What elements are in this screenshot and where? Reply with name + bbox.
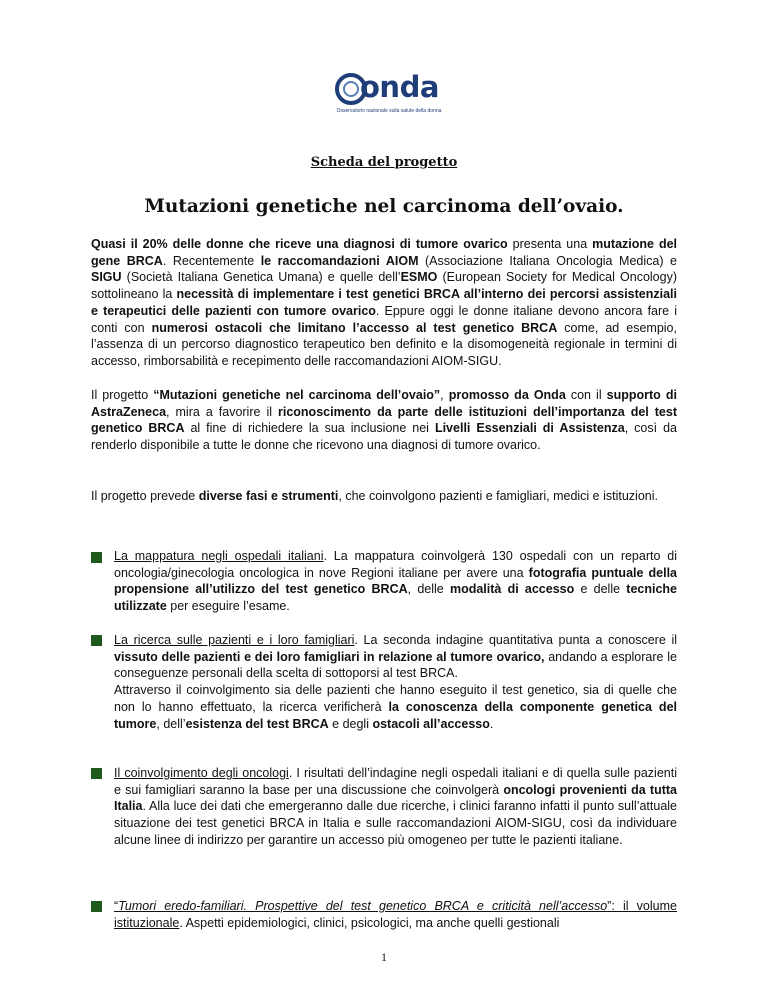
text-run: le raccomandazioni AIOM bbox=[260, 253, 419, 268]
bullet-mappatura bbox=[114, 548, 677, 615]
text-run: oncologi provenienti da tutta Italia bbox=[114, 782, 677, 814]
text-run: , mira a favorire il bbox=[166, 404, 278, 419]
bullet-square-icon bbox=[91, 901, 102, 912]
text-run: al fine di richiedere la sua inclusione nei bbox=[184, 421, 435, 436]
text-run: Tumori eredo-familiari. Prospettive del test genetico BRCA e criticità nell’accesso bbox=[118, 899, 608, 913]
text-run: ”: il volume istituzionale bbox=[114, 899, 677, 930]
text-run: Quasi il 20% delle donne che riceve una diagnosi di tumore ovarico bbox=[91, 237, 508, 251]
bullet-volume bbox=[114, 898, 677, 931]
text-run: ESMO bbox=[400, 270, 438, 285]
logo-tagline: Osservatorio nazionale sulla salute della donna bbox=[336, 108, 442, 114]
page-number: 1 bbox=[381, 950, 387, 964]
text-run: . Alla luce dei dati che emergeranno dalle due ricerche, i clinici faranno infatti il punto sull’attuale situazione dei test genetici BRCA in Italia e sulle raccomandazioni AIOM-SIGU, così da individuare alcune linee di indirizzo per garantire un accesso più omogeneo per tutte le pazienti italiane. bbox=[114, 799, 677, 847]
text-run: fotografia puntuale della propensione all’utilizzo del test genetico BRCA bbox=[114, 565, 677, 597]
bullet-oncologi bbox=[114, 765, 677, 849]
document-title: Mutazioni genetiche nel carcinoma dell’ovaio. bbox=[144, 196, 624, 217]
text-run: (Associazione Italiana Oncologia Medica) e bbox=[418, 253, 678, 268]
text-run: numerosi ostacoli che limitano l’accesso al test genetico BRCA bbox=[151, 320, 558, 335]
text-run: tecniche utilizzate bbox=[114, 582, 677, 614]
text-run: ostacoli all’accesso bbox=[372, 716, 490, 731]
text-run: . bbox=[489, 716, 494, 731]
project-paragraph bbox=[91, 387, 677, 454]
text-run: supporto di AstraZeneca bbox=[91, 388, 677, 419]
text-run: Livelli Essenziali di Assistenza bbox=[434, 421, 625, 436]
text-run: con il bbox=[565, 388, 607, 402]
text-run: . La mappatura coinvolgerà 130 ospedali con un reparto di oncologia/ginecologia oncologica in nove Regioni italiane per avere una bbox=[114, 549, 678, 580]
text-run: la conoscenza della componente genetica del tumore bbox=[114, 699, 677, 731]
text-run: vissuto delle pazienti e dei loro famigliari in relazione al tumore ovarico, bbox=[114, 649, 545, 664]
text-run: (European Society for Medical Oncology) sottolineano la bbox=[91, 270, 677, 302]
text-run: e degli bbox=[328, 716, 373, 731]
text-run: esistenza del test BRCA bbox=[185, 716, 329, 731]
text-run: modalità di accesso bbox=[449, 582, 575, 597]
text-run: diverse fasi e strumenti bbox=[198, 489, 339, 503]
text-run: Il progetto prevede bbox=[91, 489, 199, 503]
text-run: , dell’ bbox=[156, 716, 186, 731]
text-run: e delle bbox=[574, 582, 627, 597]
text-run: . Recentemente bbox=[162, 253, 261, 268]
text-run: . Aspetti epidemiologici, clinici, psicologici, ma anche quelli gestionali bbox=[179, 915, 560, 930]
text-run: “ bbox=[114, 899, 119, 913]
text-run: mutazione del gene BRCA bbox=[91, 237, 678, 268]
text-run: . La seconda indagine quantitativa punta a conoscere il bbox=[354, 633, 677, 647]
text-run: per eseguire l’esame. bbox=[166, 599, 290, 614]
section-kicker: Scheda del progetto bbox=[310, 155, 458, 170]
text-run: Il coinvolgimento degli oncologi bbox=[114, 766, 289, 780]
text-run: come, ad esempio, l’assenza di un percorso diagnostico terapeutico ben definito e la disomogeneità regionale in termini di accesso, rimborsabilità e recepimento delle raccomandazioni AIOM-SIGU. bbox=[91, 320, 677, 368]
text-run: Attraverso il coinvolgimento sia delle pazienti che hanno eseguito il test genetico, sia di quelle che non lo hanno effettuato, la ricerca verificherà bbox=[114, 683, 677, 714]
phases-paragraph bbox=[91, 488, 677, 505]
logo-word: onda bbox=[360, 70, 439, 104]
text-run: riconoscimento da parte delle istituzioni dell’importanza del test genetico BRCA bbox=[91, 404, 677, 436]
text-run: La ricerca sulle pazienti e i loro famigliari bbox=[114, 633, 355, 647]
onda-logo bbox=[334, 66, 444, 116]
bullet-square-icon bbox=[91, 635, 102, 646]
text-run: (Società Italiana Genetica Umana) e quelle dell’ bbox=[121, 270, 401, 285]
text-run: Il progetto bbox=[91, 388, 154, 402]
text-run: , bbox=[440, 388, 449, 402]
text-run: , delle bbox=[407, 582, 450, 597]
text-run: . I risultati dell’indagine negli ospedali italiani e di quella sulle pazienti e sui famigliari saranno la base per una discussione che coinvolgerà bbox=[114, 766, 677, 797]
text-run: . Eppure oggi le donne italiane devono ancora fare i conti con bbox=[91, 303, 677, 335]
bullet-square-icon bbox=[91, 552, 102, 563]
intro-paragraph bbox=[91, 236, 677, 370]
text-run: La mappatura negli ospedali italiani bbox=[114, 549, 324, 563]
bullet-ricerca bbox=[114, 632, 677, 732]
bullet-square-icon bbox=[91, 768, 102, 779]
text-run: SIGU bbox=[91, 270, 122, 285]
text-run: necessità di implementare i test genetici BRCA all’interno dei percorsi assistenziali e terapeutici delle pazienti con tumore ovarico bbox=[91, 287, 677, 318]
text-run: promosso da Onda bbox=[448, 388, 566, 402]
text-run: presenta una bbox=[507, 237, 593, 251]
text-run: “Mutazioni genetiche nel carcinoma dell’ovaio” bbox=[153, 388, 441, 402]
text-run: , che coinvolgono pazienti e famigliari, medici e istituzioni. bbox=[338, 489, 658, 503]
text-run: , così da renderlo disponibile a tutte le donne che ricevono una diagnosi di tumore ovarico. bbox=[91, 421, 677, 453]
text-run: andando a esplorare le conseguenze personali della scelta di sottoporsi al test BRCA. bbox=[114, 649, 677, 681]
